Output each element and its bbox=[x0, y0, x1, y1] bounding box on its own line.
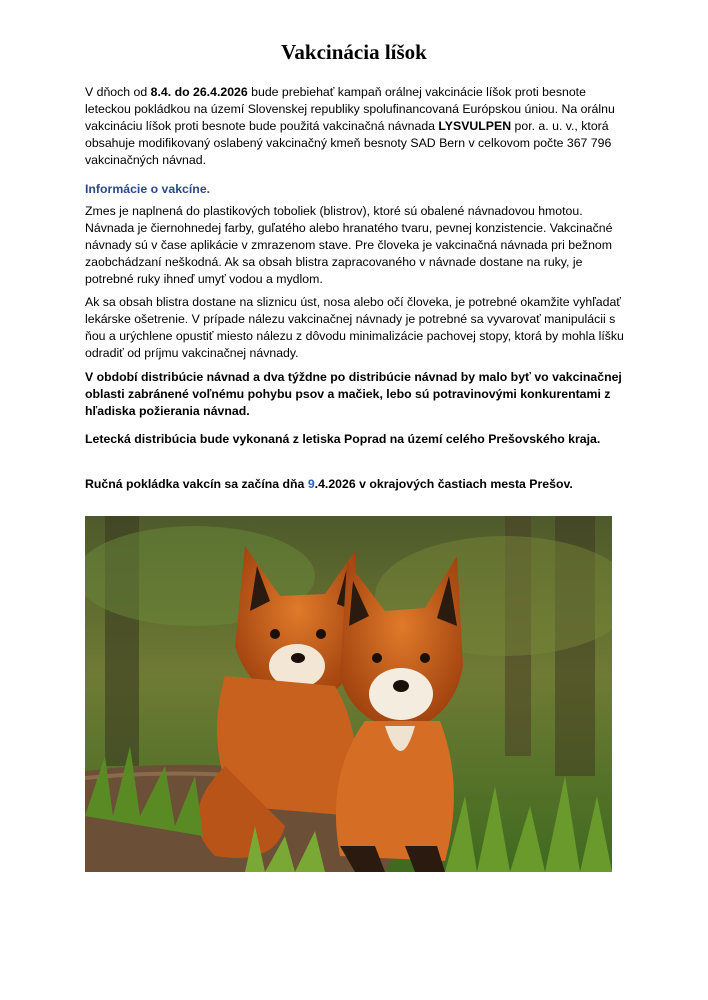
exposure-paragraph: Ak sa obsah blistra dostane na sliznicu úst, nosa alebo očí človeka, je potrebné okamžite vyhľadať lekárske ošetrenie. V prípade nálezu vakcinačnej návnady je potrebné sa vyvarovať manipulácii s ňou a urýchlene opustiť miesto nálezu z dôvodu minimalizácie pachovej stopy, ktorá by mohla líšku odradiť od príjmu vakcinačnej návnady. bbox=[85, 295, 624, 360]
vaccine-info-paragraph: Zmes je naplnená do plastikových toboliek (blistrov), ktoré sú obalené návnadovou hmotou. Návnada je čiernohnedej farby, guľatého alebo hranatého tvaru, pevnej konzistencie. Vakcinačné návnady sú v čase aplikácie v zmrazenom stave. Pre človeka je vakcinačná návnada pri bežnom zaobchádzaní neškodná. Ak sa obsah blistra zapracovaného v návnade dostane na ruky, je potrebné ruky ihneď umyť vodou a mydlom. bbox=[85, 204, 613, 286]
fox-kits-photo bbox=[85, 516, 612, 872]
campaign-date-range: 8.4. do 26.4.2026 bbox=[150, 85, 248, 99]
aerial-distribution-paragraph: Letecká distribúcia bude vykonaná z letiska Poprad na území celého Prešovského kraja. bbox=[85, 432, 601, 446]
pets-warning-paragraph: V období distribúcie návnad a dva týždne po distribúcie návnad by malo byť vo vakcinačnej oblasti zabránené voľnému pohybu psov a mačiek, lebo sú potravinovými konkurentami z hľadiska požierania návnad. bbox=[85, 370, 622, 418]
vaccine-product-name: LYSVULPEN bbox=[438, 119, 512, 133]
manual-text-2: .4.2026 v okrajových častiach mesta Prešov. bbox=[314, 477, 573, 491]
section-heading: Informácie o vakcíne. bbox=[85, 182, 211, 196]
intro-text-3: por. a. u. v., ktorá obsahuje modifikovaný oslabený vakcinačný kmeň besnoty SAD Bern v celkovom počte 367 796 vakcinačných návnad. bbox=[85, 119, 612, 167]
intro-text-1: V dňoch od bbox=[85, 85, 151, 99]
intro-text-2: bude prebiehať kampaň orálnej vakcinácie líšok proti besnote leteckou pokládkou na území Slovenskej republiky spolufinancovaná Európskou úniou. Na orálnu vakcináciu líšok proti besnote bude použitá vakcinačná návnada bbox=[85, 85, 615, 133]
start-day: 9 bbox=[307, 477, 315, 491]
manual-text-1: Ručná pokládka vakcín sa začína dňa bbox=[85, 477, 308, 491]
manual-distribution-paragraph bbox=[85, 476, 625, 493]
intro-paragraph bbox=[85, 84, 625, 169]
page-title: Vakcinácia líšok bbox=[281, 40, 427, 64]
